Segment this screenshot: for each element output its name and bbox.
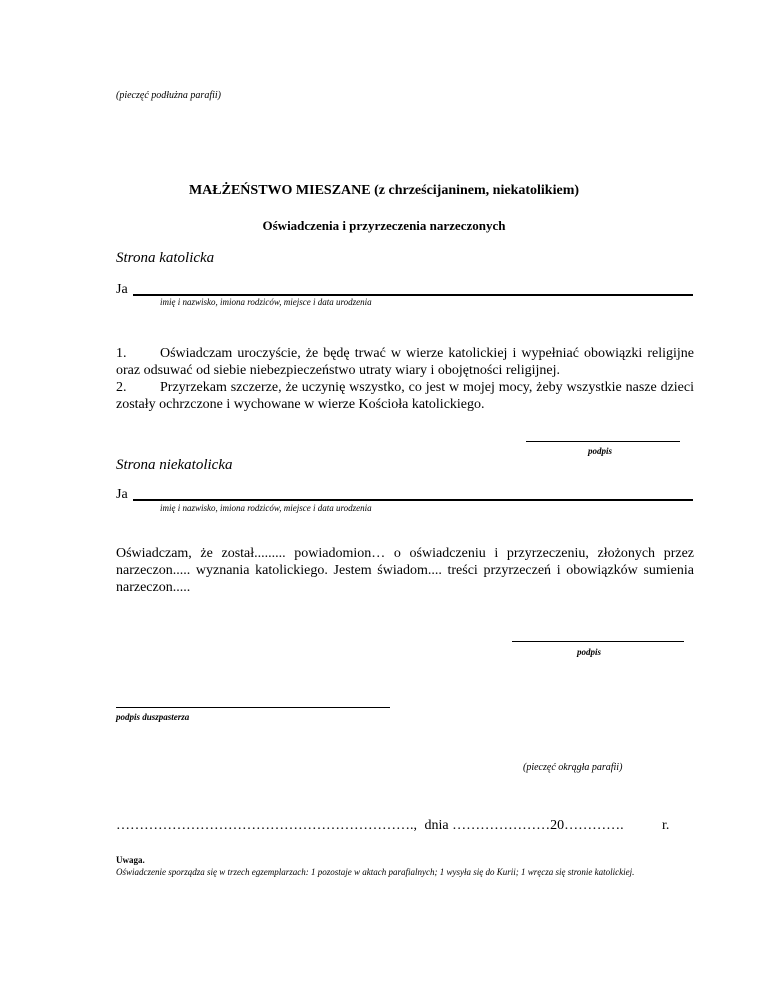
date-dnia: dnia …………………20…………. — [424, 818, 624, 833]
noncatholic-heading: Strona niekatolicka — [116, 457, 233, 473]
date-year-suffix: r. — [662, 818, 670, 833]
catholic-signature-label: podpis — [588, 446, 613, 456]
catholic-field-caption: imię i nazwisko, imiona rodziców, miejsce i data urodzenia — [160, 297, 372, 307]
noncatholic-statement: Oświadczam, że został......... powiadomion… o oświadczeniu i przyrzeczeniu, złożonych przez narzeczon..... wyznania katolickiego. Jestem świadom.... treści przyrzeczeń i obowiązków sumienia narzeczon..... — [116, 546, 694, 595]
date-place-field[interactable] — [116, 818, 624, 834]
noncatholic-name-field[interactable] — [133, 499, 693, 501]
catholic-item-2 — [116, 379, 694, 413]
noncatholic-field-caption: imię i nazwisko, imiona rodziców, miejsce i data urodzenia — [160, 503, 372, 513]
note-text: Oświadczenie sporządza się w trzech egzemplarzach: 1 pozostaje w aktach parafialnych; 1 wysyła się do Kurii; 1 wręcza się stronie katolickiej. — [116, 867, 635, 877]
document-title: MAŁŻEŃSTWO MIESZANE (z chrześcijaninem, niekatolikiem) — [188, 183, 580, 198]
stamp-long-label: (pieczęć podłużna parafii) — [116, 90, 221, 101]
noncatholic-signature-line[interactable] — [512, 641, 684, 642]
item-2-number: 2. — [116, 380, 127, 395]
note-title: Uwaga. — [116, 855, 145, 865]
item-1-number: 1. — [116, 346, 127, 361]
item-2-text: Przyrzekam szczerze, że uczynię wszystko, co jest w mojej mocy, żeby wszystkie nasze dzieci zostały ochrzczone i wychowane w wierze Kościoła katolickiego. — [116, 380, 694, 412]
catholic-item-1 — [116, 345, 694, 379]
noncatholic-ja-label: Ja — [116, 487, 128, 502]
stamp-round-label: (pieczęć okrągła parafii) — [523, 762, 623, 773]
catholic-heading: Strona katolicka — [116, 250, 215, 266]
document-subtitle: Oświadczenia i przyrzeczenia narzeczonych — [262, 218, 506, 233]
catholic-signature-line[interactable] — [526, 441, 680, 442]
catholic-ja-label: Ja — [116, 282, 128, 297]
pastor-signature-line[interactable] — [116, 707, 390, 708]
item-1-text: Oświadczam uroczyście, że będę trwać w wierze katolickiej i wypełniać obowiązki religijne oraz odsuwać od siebie niebezpieczeństwo utraty wiary i obojętności religijnej. — [116, 346, 694, 378]
pastor-signature-label: podpis duszpasterza — [116, 712, 190, 722]
catholic-name-field[interactable] — [133, 294, 693, 296]
noncatholic-signature-label: podpis — [577, 647, 602, 657]
place-dots: ………………………………………………………., — [116, 818, 417, 833]
